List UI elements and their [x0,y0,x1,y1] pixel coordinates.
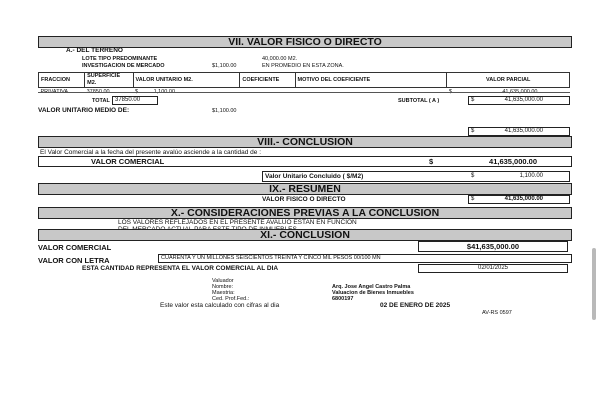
cell-parcial-value: 41,635,000.00 [502,89,538,95]
letra-label: VALOR CON LETRA [38,256,110,265]
total-final-value: 41,635,000.00 [504,128,543,134]
valor-comercial-currency: $ [429,157,434,166]
xi-valor-comercial-box: $41,635,000.00 [418,241,568,252]
total-final-box [468,127,570,136]
consideraciones-line1: LOS VALORES REFLEJADOS EN EL PRESENTE AVALUO ESTAN EN FUNCION [118,219,357,226]
table-header-row [39,73,570,88]
fecha-box: 02/01/2025 [418,264,568,273]
section-x-title: X.- CONSIDERACIONES PREVIAS A LA CONCLUSION [38,207,572,219]
codigo-label: AV-RS 0597 [482,310,512,316]
cell-unitario-value: 1,100.00 [153,89,176,95]
col-motivo: MOTIVO DEL COEFICIENTE [295,73,447,88]
total-box: 37850.00 [112,96,158,105]
valor-medio-value: $1,100.00 [212,108,237,114]
resumen-label: VALOR FISICO O DIRECTO [262,196,346,203]
valor-comercial-label: VALOR COMERCIAL [91,157,165,166]
maestria-label: Maestria: [212,290,235,296]
section-viii-title: VIII.- CONCLUSION [38,136,572,148]
lote-value: 40,000.00 M2. [262,56,298,62]
subtotal-currency: $ [471,97,475,103]
cantidad-label: ESTA CANTIDAD REPRESENTA EL VALOR COMERCIAL AL DIA [82,265,279,272]
investigacion-label: INVESTIGACION DE MERCADO [82,63,165,69]
resumen-currency: $ [471,196,475,202]
valuador-label: Valuador [212,278,234,284]
col-coeficiente: COEFICIENTE [240,73,295,88]
valor-comercial-row [38,156,572,167]
lote-label: LOTE TIPO PREDOMINANTE [82,56,158,62]
section-a-label: A.- DEL TERRENO [66,47,123,54]
total-final-currency: $ [471,128,475,134]
col-fraccion: FRACCION [39,73,85,88]
section-vii-title: VII. VALOR FISICO O DIRECTO [38,36,572,48]
cell-superficie: 37850.00 [86,89,110,95]
resumen-box [468,195,570,204]
nombre-label: Nombre: [212,284,234,290]
subtotal-label: SUBTOTAL ( A ) [398,98,440,104]
col-superficie: SUPERFICIE M2. [85,73,133,88]
letra-box: CUARENTA Y UN MILLONES SEISCIENTOS TREINTA Y CINCO MIL PESOS 00/100 MN [158,254,572,263]
col-valor-parcial: VALOR PARCIAL [447,73,570,88]
cell-parcial-currency: $ [448,89,452,95]
conclusion-intro: El Valor Comercial a la fecha del presente avalúo asciende a la cantidad de : [40,149,262,156]
xi-valor-comercial-label: VALOR COMERCIAL [38,243,112,252]
valor-comercial-value: 41,635,000.00 [489,157,537,166]
ced-value: 6800197 [332,296,354,302]
calculado-label: Este valor esta calculado con cifras al dia [160,302,280,309]
section-xi-title: XI.- CONCLUSION [38,229,572,241]
unitario-row [262,171,570,182]
cell-currency: $ [135,89,139,95]
section-ix-title: IX.- RESUMEN [38,183,572,195]
calculado-fecha: 02 DE ENERO DE 2025 [380,302,451,309]
scrollbar[interactable] [592,248,596,320]
ced-label: Ced. Prof.Fed.: [212,296,250,302]
investigacion-note: EN PROMEDIO EN ESTA ZONA. [262,63,344,69]
nombre-value: Arq. Jose Angel Castro Palma [332,284,411,290]
valor-medio-label: VALOR UNITARIO MEDIO DE: [38,107,130,114]
unitario-label: Valor Unitario Concluido ( $/M2) [265,173,364,180]
unitario-currency: $ [471,173,475,179]
terreno-table [38,72,570,97]
subtotal-value: 41,635,000.00 [504,97,543,103]
resumen-value: 41,635,000.00 [504,196,543,202]
unitario-value: 1,100.00 [519,173,543,179]
subtotal-box [468,96,570,105]
cell-fraccion: PRIVATIVA [40,89,69,95]
col-valor-unitario: VALOR UNITARIO M2. [133,73,240,88]
total-label: TOTAL [92,98,110,104]
table-bottom-line [38,92,570,93]
maestria-value: Valuacion de Bienes Inmuebles [332,290,414,296]
investigacion-value: $1,100.00 [212,63,237,69]
